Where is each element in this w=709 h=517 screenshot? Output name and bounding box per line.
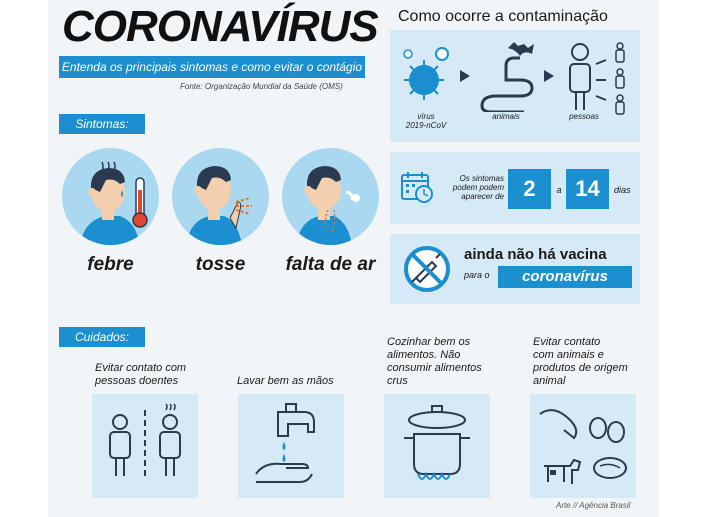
days-unit: dias: [614, 185, 631, 195]
credit-note: Arte // Agência Brasil: [556, 501, 631, 510]
subtitle-banner: Entenda os principais sintomas e como evitar o contágio: [59, 56, 365, 78]
people-icon: [560, 40, 634, 116]
step-label-animals: animais: [492, 112, 520, 121]
vaccine-box: [390, 234, 640, 304]
care-text-avoid-animals: Evitar contato com animais e produtos de origem animal: [533, 336, 628, 387]
range-connector: a: [556, 185, 562, 195]
min-days-value: 2: [508, 169, 551, 209]
sick-people-icon: [92, 394, 198, 498]
symptom-label-cough: tosse: [195, 254, 246, 275]
cough-icon: [172, 148, 269, 245]
snake-bat-icon: [474, 40, 542, 112]
symptoms-tag: Sintomas:: [59, 114, 145, 134]
virus-icon: [396, 44, 458, 108]
animal-products-icon: [530, 394, 636, 498]
care-text-wash-hands: Lavar bem as mãos: [237, 375, 334, 387]
incubation-box: [390, 152, 640, 224]
contamination-box: [390, 30, 640, 142]
step-label-virus: vírus 2019-nCoV: [405, 112, 447, 130]
contamination-title: Como ocorre a contaminação: [398, 8, 608, 25]
hand-washing-icon: [238, 394, 344, 498]
care-text-avoid-sick: Evitar contato com pessoas doentes: [95, 362, 187, 387]
page-title: CORONAVÍRUS: [62, 2, 378, 51]
care-text-cook-food: Cozinhar bem os alimentos. Não consumir alimentos crus: [387, 336, 482, 387]
no-vaccine-icon: [402, 244, 452, 294]
fever-icon: [62, 148, 159, 245]
symptom-label-fever: febre: [87, 254, 134, 275]
care-tag: Cuidados:: [59, 327, 145, 347]
shortness-of-breath-icon: [282, 148, 379, 245]
incubation-text: Os sintomas podem podem aparecer de: [452, 174, 504, 201]
source-note: Fonte: Organização Mundial da Saúde (OMS): [180, 82, 343, 91]
vaccine-headline: ainda não há vacina: [464, 246, 607, 263]
calendar-clock-icon: [400, 170, 434, 204]
max-days-value: 14: [566, 169, 609, 209]
step-label-people: pessoas: [569, 112, 599, 121]
cooking-pot-icon: [384, 394, 490, 498]
symptom-label-shortness-of-breath: falta de ar: [285, 254, 376, 275]
arrow-icon: [458, 68, 472, 84]
arrow-icon: [542, 68, 556, 84]
vaccine-virus-name: coronavírus: [498, 266, 632, 288]
vaccine-for-text: para o: [464, 270, 490, 280]
